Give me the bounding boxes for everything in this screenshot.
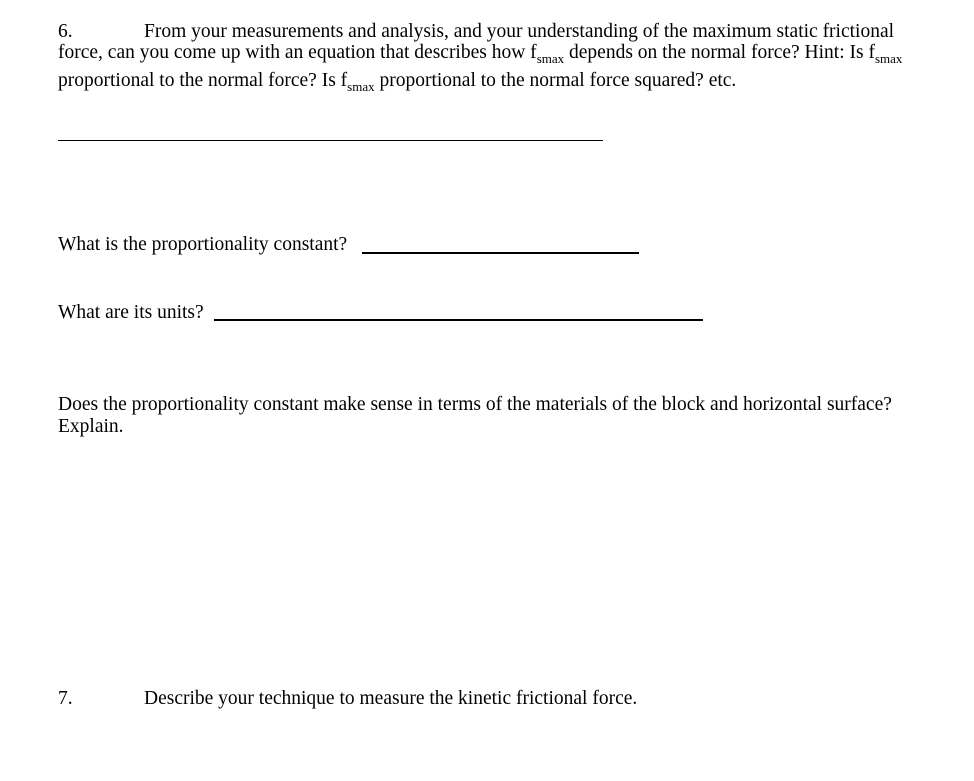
question-6-line-2: force, can you come up with an equation that describes how $f_{smax}$ depends on the normal force? Hint: Is $f_{smax}$ bbox=[58, 42, 903, 66]
units-answer-line[interactable] bbox=[214, 319, 703, 321]
question-6-number: 6. bbox=[58, 21, 73, 42]
equation-answer-line[interactable] bbox=[58, 140, 603, 141]
constant-question: What is the proportionality constant? bbox=[58, 234, 348, 255]
question-6-line-3: proportional to the normal force? Is $f_{smax}$ proportional to the normal force squared? etc. bbox=[58, 70, 737, 94]
constant-answer-line[interactable] bbox=[362, 252, 639, 254]
question-6-line-1: From your measurements and analysis, and your understanding of the maximum static frictional bbox=[144, 21, 895, 42]
units-question: What are its units? bbox=[58, 302, 204, 323]
sense-question-line-1: Does the proportionality constant make sense in terms of the materials of the block and horizontal surface? bbox=[58, 394, 892, 415]
question-7-text: Describe your technique to measure the kinetic frictional force. bbox=[144, 688, 638, 709]
sense-question-line-2: Explain. bbox=[58, 416, 124, 437]
question-7-number: 7. bbox=[58, 688, 73, 709]
